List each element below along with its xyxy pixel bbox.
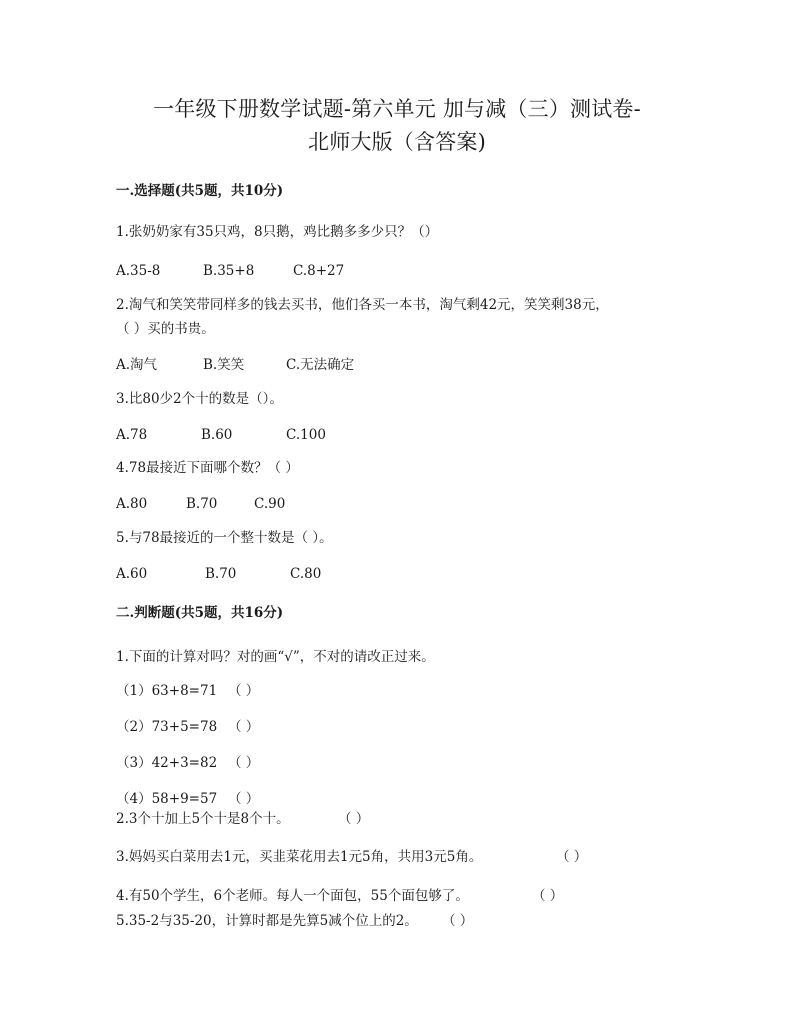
option-a: A.淘气 [116, 357, 158, 373]
question-stem: 1.下面的计算对吗？对的画“√”，不对的请改正过来。 [116, 649, 435, 665]
calculation-item-label: （3）42+3=82 [116, 755, 218, 771]
option-a: A.80 [116, 496, 148, 512]
answer-blank[interactable]: （ ） [442, 913, 474, 929]
question-stem: 5.与78最接近的一个整十数是（ ）。 [116, 530, 333, 546]
true-false-question: 4.有50个学生，6个老师。每人一个面包，55个面包够了。 [116, 888, 469, 904]
option-a: A.60 [116, 566, 148, 582]
answer-blank[interactable]: （ ） [228, 683, 260, 699]
option-c: C.100 [286, 427, 326, 443]
question-stem-continued: （ ）买的书贵。 [116, 321, 215, 337]
answer-blank[interactable]: （ ） [556, 849, 588, 865]
section-heading-true-false: 二.判断题(共5题，共16分) [116, 605, 284, 621]
option-c: C.无法确定 [286, 357, 355, 373]
calculation-item-label: （2）73+5=78 [116, 719, 218, 735]
option-c: C.90 [254, 496, 286, 512]
calculation-item-label: （1）63+8=71 [116, 683, 218, 699]
answer-blank[interactable]: （ ） [228, 719, 260, 735]
true-false-question: 3.妈妈买白菜用去1元，买韭菜花用去1元5角，共用3元5角。 [116, 849, 483, 865]
question-stem: 1.张奶奶家有35只鸡，8只鹅，鸡比鹅多多少只？（） [116, 224, 439, 240]
question-stem: 4.78最接近下面哪个数？（ ） [116, 460, 299, 476]
calculation-item-label: （4）58+9=57 [116, 791, 218, 807]
true-false-question: 2.3个十加上5个十是8个十。 [116, 811, 290, 827]
document-title-line-1: 一年级下册数学试题-第六单元 加与减（三）测试卷- [153, 97, 641, 121]
option-c: C.8+27 [293, 263, 345, 279]
option-b: B.笑笑 [203, 357, 245, 373]
answer-blank[interactable]: （ ） [532, 888, 564, 904]
question-stem: 3.比80少2个十的数是（）。 [116, 391, 283, 407]
option-a: A.35-8 [116, 263, 161, 279]
document-title-line-2: 北师大版（含答案) [308, 130, 486, 154]
section-heading-multiple-choice: 一.选择题(共5题，共10分) [116, 183, 284, 199]
option-b: B.70 [186, 496, 218, 512]
answer-blank[interactable]: （ ） [228, 755, 260, 771]
option-b: B.60 [201, 427, 233, 443]
option-a: A.78 [116, 427, 148, 443]
option-c: C.80 [290, 566, 322, 582]
answer-blank[interactable]: （ ） [228, 791, 260, 807]
answer-blank[interactable]: （ ） [338, 811, 370, 827]
true-false-question: 5.35-2与35-20，计算时都是先算5减个位上的2。 [116, 913, 418, 929]
option-b: B.35+8 [203, 263, 255, 279]
option-b: B.70 [205, 566, 237, 582]
question-stem: 2.淘气和笑笑带同样多的钱去买书，他们各买一本书，淘气剩42元，笑笑剩38元， [116, 297, 609, 313]
